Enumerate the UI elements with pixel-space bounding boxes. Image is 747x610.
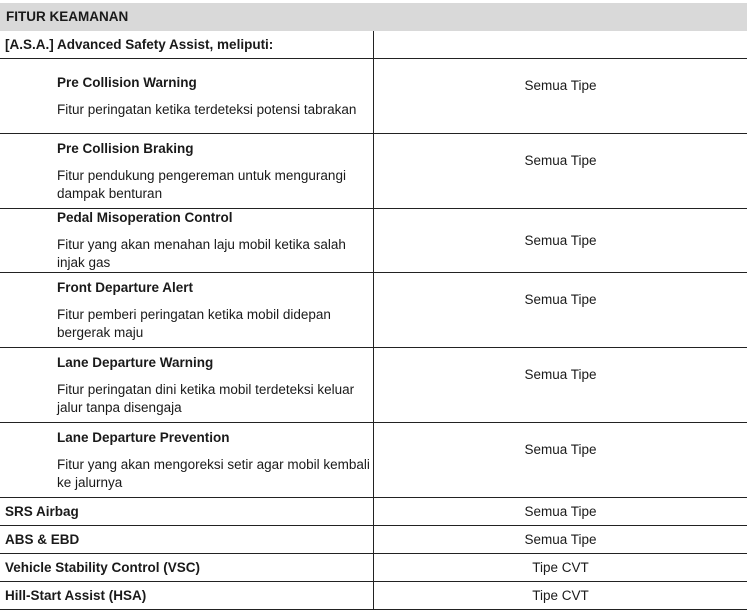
feature-availability: Semua Tipe: [374, 526, 747, 554]
asa-group-row: [0, 31, 747, 59]
feature-description: Fitur peringatan ketika terdeteksi potensi tabrakan: [57, 101, 373, 119]
table-row: [0, 526, 747, 554]
table-row: [0, 498, 747, 526]
table-row: [0, 554, 747, 582]
feature-cell: [0, 348, 374, 423]
table-row: [0, 59, 747, 134]
table-row: [0, 423, 747, 498]
feature-cell: [0, 423, 374, 498]
table-row: [0, 582, 747, 610]
feature-description: Fitur pendukung pengereman untuk mengurangi dampak benturan: [57, 167, 373, 203]
table-row: [0, 348, 747, 423]
feature-title: Pre Collision Braking: [57, 140, 373, 158]
feature-availability: Semua Tipe: [374, 59, 747, 134]
section-title: FITUR KEAMANAN: [0, 3, 747, 31]
feature-availability: Semua Tipe: [374, 134, 747, 209]
feature-title: Pedal Misoperation Control: [57, 209, 373, 227]
feature-title: Lane Departure Warning: [57, 354, 373, 372]
feature-description: Fitur yang akan mengoreksi setir agar mobil kembali ke jalurnya: [57, 456, 373, 492]
asa-group-label: [A.S.A.] Advanced Safety Assist, meliputi:: [0, 31, 374, 59]
feature-availability: Semua Tipe: [374, 348, 747, 423]
feature-name: Hill-Start Assist (HSA): [0, 582, 374, 610]
feature-cell: [0, 134, 374, 209]
feature-availability: Tipe CVT: [374, 554, 747, 582]
feature-title: Lane Departure Prevention: [57, 429, 373, 447]
feature-cell: [0, 273, 374, 348]
feature-description: Fitur yang akan menahan laju mobil ketika salah injak gas: [57, 236, 373, 272]
feature-availability: Tipe CVT: [374, 582, 747, 610]
feature-cell: [0, 209, 374, 273]
feature-title: Pre Collision Warning: [57, 74, 373, 92]
asa-group-value: [374, 31, 747, 59]
feature-title: Front Departure Alert: [57, 279, 373, 297]
feature-availability: Semua Tipe: [374, 209, 747, 273]
feature-name: ABS & EBD: [0, 526, 374, 554]
feature-availability: Semua Tipe: [374, 498, 747, 526]
feature-description: Fitur pemberi peringatan ketika mobil didepan bergerak maju: [57, 306, 373, 342]
feature-availability: Semua Tipe: [374, 273, 747, 348]
feature-availability: Semua Tipe: [374, 423, 747, 498]
feature-description: Fitur peringatan dini ketika mobil terdeteksi keluar jalur tanpa disengaja: [57, 381, 373, 417]
feature-cell: [0, 59, 374, 134]
table-row: [0, 273, 747, 348]
table-header-row: [0, 3, 747, 31]
feature-name: Vehicle Stability Control (VSC): [0, 554, 374, 582]
feature-name: SRS Airbag: [0, 498, 374, 526]
table-row: [0, 209, 747, 273]
table-row: [0, 134, 747, 209]
